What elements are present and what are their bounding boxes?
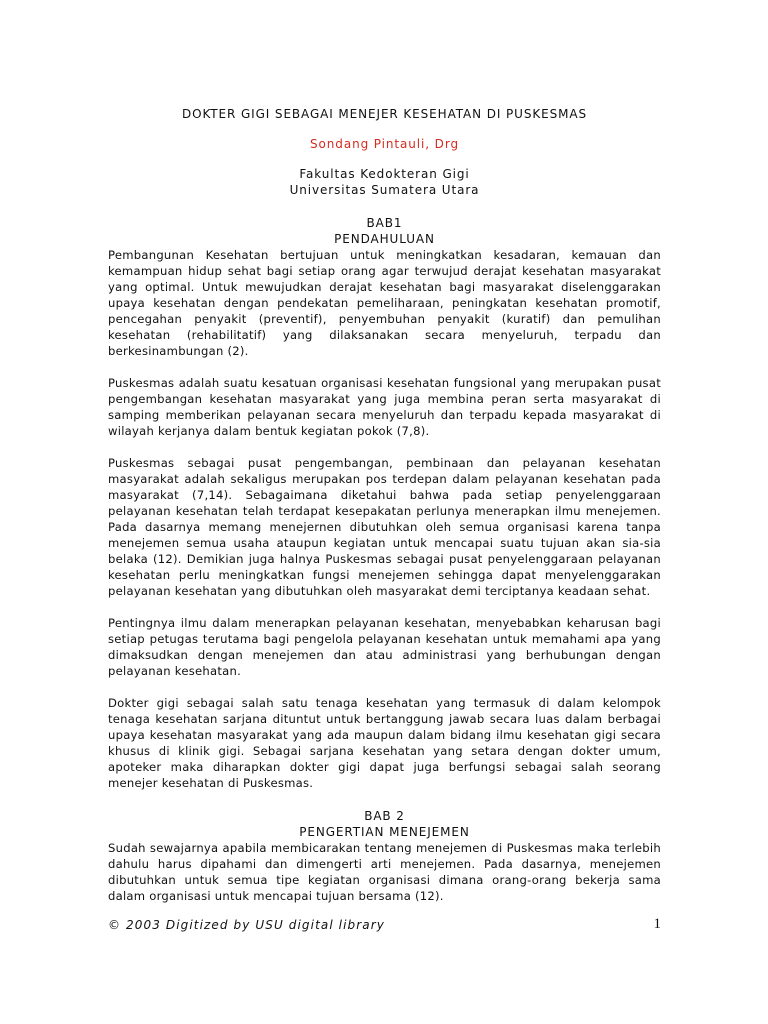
author-name: Sondang Pintauli, Drg (310, 137, 459, 151)
section-number: BAB1 (366, 216, 403, 230)
section-number: BAB 2 (364, 809, 405, 823)
paragraph: Pembangunan Kesehatan bertujuan untuk meningkatkan kesadaran, kemauan dan kemampuan hidup sehat bagi setiap orang agar terwujud derajat kesehatan masyarakat yang optimal. Untuk mewujudkan derajat kesehatan bagi masyarakat diselenggarakan upaya kesehatan dengan pendekatan pemeliharaan, peningkatan kesehatan promotif, pencegahan penyakit (preventif), penyembuhan penyakit (kuratif) dan pemulihan kesehatan (rehabilitatif) yang dilaksanakan secara menyeluruh, terpadu dan berkesinambungan (2). (108, 248, 661, 358)
paragraph: Dokter gigi sebagai salah satu tenaga kesehatan yang termasuk di dalam kelompok tenaga kesehatan sarjana dituntut untuk bertanggung jawab secara luas dalam berbagai upaya kesehatan masyarakat yang ada maupun dalam bidang ilmu kesehatan gigi secara khusus di klinik gigi. Sebagai sarjana kesehatan yang setara dengan dokter umum, apoteker maka diharapkan dokter gigi dapat juga berfungsi sebagai salah seorang menejer kesehatan di Puskesmas. (108, 696, 661, 790)
page-number: 1 (653, 916, 661, 932)
section-heading: PENGERTIAN MENEJEMEN (299, 825, 470, 839)
paragraph: Puskesmas adalah suatu kesatuan organisasi kesehatan fungsional yang merupakan pusat pengembangan kesehatan masyarakat yang juga membina peran serta masyarakat di samping memberikan pelayanan secara menyeluruh dan terpadu kepada masyarakat di wilayah kerjanya dalam bentuk kegiatan pokok (7,8). (108, 376, 661, 438)
document-page (108, 106, 661, 904)
document-title: DOKTER GIGI SEBAGAI MENEJER KESEHATAN DI PUSKESMAS (181, 107, 588, 121)
affiliation-faculty: Fakultas Kedokteran Gigi (299, 167, 470, 181)
affiliation-university: Universitas Sumatera Utara (289, 183, 480, 197)
paragraph: Puskesmas sebagai pusat pengembangan, pembinaan dan pelayanan kesehatan masyarakat adalah sekaligus merupakan pos terdepan dalam pelayanan kesehatan pada masyarakat (7,14). Sebagaimana diketahui bahwa pada setiap penyelenggaraan pelayanan kesehatan telah terdapat kesepakatan perlunya menerapkan ilmu menejemen. Pada dasarnya memang menejernen dibutuhkan oleh semua organisasi karena tanpa menejemen semua usaha ataupun kegiatan untuk mencapai suatu tujuan akan sia-sia belaka (12). Demikian juga halnya Puskesmas sebagai pusat penyelenggaraan pelayanan kesehatan perlu meningkatkan fungsi menejemen sehingga dapat menyelenggarakan pelayanan kesehatan yang dibutuhkan oleh masyarakat demi terciptanya keadaan sehat. (108, 456, 661, 598)
paragraph: Sudah sewajarnya apabila membicarakan tentang menejemen di Puskesmas maka terlebih dahulu harus dipahami dan dimengerti arti menejemen. Pada dasarnya, menejemen dibutuhkan untuk semua tipe kegiatan organisasi dimana orang-orang bekerja sama dalam organisasi untuk mencapai tujuan bersama (12). (108, 841, 661, 903)
page-footer (108, 918, 661, 938)
section-heading: PENDAHULUAN (334, 232, 435, 246)
paragraph: Pentingnya ilmu dalam menerapkan pelayanan kesehatan, menyebabkan keharusan bagi setiap petugas terutama bagi pengelola pelayanan kesehatan untuk memahami apa yang dimaksudkan dengan menejemen dan atau administrasi yang berhubungan dengan pelayanan kesehatan. (108, 616, 661, 678)
copyright-notice: © 2003 Digitized by USU digital library (108, 918, 385, 932)
